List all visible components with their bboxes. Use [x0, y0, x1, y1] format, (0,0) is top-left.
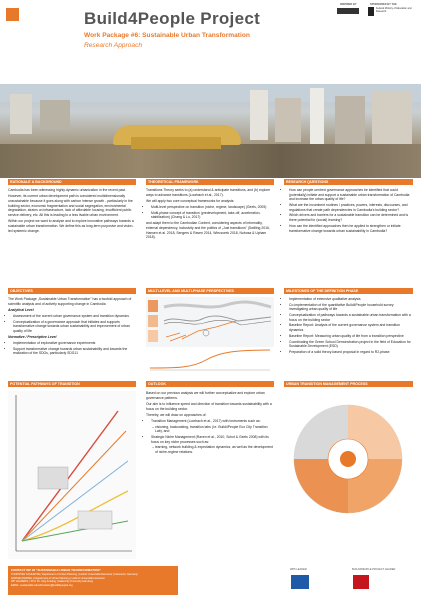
project-logo-icon [6, 8, 19, 21]
theoretical-p2: We will apply two core conceptual frameworks for analysis: [146, 198, 235, 203]
page-title: Build4People Project [84, 9, 261, 28]
outlook-p2: Our aim is to influence speed and direction of transition towards sustainability with a focus on the building sector. [146, 401, 272, 411]
outlook-item: – learning, network building & expectation dynamics, as well as the development of niche-regime relations. [155, 445, 274, 454]
milestone-item: • Baseline Report: Measuring urban quality of life from a transition perspective [289, 334, 413, 339]
research-item: • Which drivers and barriers for a sustainable transition can be determined and is there potential for (social) learning? [289, 213, 413, 222]
sponsor2-name: Federal Ministry of Education and Research [376, 7, 412, 13]
sponsor2-label: SPONSORED BY THE [370, 3, 397, 6]
milestones-body [284, 297, 413, 356]
contact-line: WP LEADERS: | Prof. Dr. Jörg Knieling | HafenCity University Hamburg [11, 580, 94, 584]
sponsor1-logo-icon [337, 8, 359, 14]
outlook-item: – visioning, backcasting, transition labs (i.e. Build4People Eco City Transition Lab), and [155, 425, 274, 434]
photo-building [372, 92, 412, 150]
bmbf-eagle-icon [368, 7, 374, 16]
research-item: • How can people-centred governance approaches be identified that could (potentially) initiate and support a sustainable urban transformation of Cambodia and increase the urban quality of life? [289, 188, 413, 202]
multilevel-level-landscape-marker [148, 300, 158, 312]
pathways-note-box [78, 511, 112, 529]
objectives-body [8, 297, 136, 357]
pathways-legend-box [38, 467, 68, 489]
university-logo-icon [353, 575, 369, 589]
multilevel-level-niche-marker [148, 330, 158, 342]
photo-building [310, 88, 324, 144]
outlook-item: • Strategic Niche Management (Raven et al., 2010, Schot & Geels 2008) with its focus on key niche processes such as: [151, 435, 274, 444]
rationale-p1: Cambodia has been witnessing highly-dynamic urbanization in the recent past. [8, 188, 126, 192]
multiphase-diagram [146, 348, 274, 372]
objectives-item: • Assessment of the current urban governance system and transition dynamics [13, 314, 136, 319]
milestone-item: • Implementation of extensive qualitative analysis [289, 297, 413, 302]
photo-building [335, 96, 365, 146]
hcu-logo-icon [291, 575, 309, 589]
objectives-item: • Support transformative change towards urban sustainability and towards the realization of the SDGs, particularly SDG11 [13, 347, 136, 356]
milestone-item: • Preparation of a solid theory-based proposal in regard to R2-phase [289, 350, 413, 355]
multiphase-s-curve [150, 350, 270, 368]
milestone-item: • Baseline Report: Analysis of the current governance system and transition dynamics [289, 323, 413, 332]
contact-heading: CONTACT WP #6 "SUSTAINABLE URBAN TRANSFORMATION" [11, 568, 101, 572]
management-heading: URBAN TRANSITION MANAGEMENT PROCESS [284, 381, 413, 387]
wp-leader-label: WP6 LEADER [290, 568, 307, 571]
theoretical-body [146, 188, 274, 241]
photo-building [40, 100, 70, 130]
research-item: • How can the identified approaches then be applied to strengthen or initiate transformative change towards urban sustainability in Cambodia? [289, 224, 413, 233]
outlook-p1: Based on our previous analysis we will further conceptualize and explore urban governance patterns. [146, 391, 265, 400]
normative-label: Normative / Prescriptive Level [8, 334, 57, 339]
objectives-item: • Conceptualization of a governance approach that initiates and supports transformative change towards urban sustainability and improvement of urban quality of life [13, 320, 136, 334]
contact-line: SOPHIE KNIPPEL | Department of Urban Planning | Leibniz Universität Hannover [11, 576, 105, 580]
outlook-body [146, 391, 274, 456]
theoretical-heading: THEORETICAL FRAMEWORK [146, 179, 274, 185]
multilevel-level-regime-marker [148, 315, 158, 327]
management-diagram [284, 391, 413, 559]
pathways-heading: POTENTIAL PATHWAYS OF TRANSITION [8, 381, 136, 387]
research-heading: RESEARCH QUESTIONS [284, 179, 413, 185]
sponsor1-label: INSPIRED BY [340, 3, 357, 6]
photo-building [10, 94, 32, 134]
pathways-diagram [8, 391, 136, 559]
multilevel-diagram [146, 297, 274, 347]
theoretical-p3: and adapt them to the Cambodian Context, considering aspects of informality, external dependency, inclusivity and the politics of „Just transitions" (Swilling 2016, Hansen et al. 2018, Sengers & Raven 2014, Wieczorek 2018, Nobosa & Upham 2018). [146, 221, 270, 240]
photo-street [0, 144, 421, 178]
objectives-p1: The Work Package „Sustainable Urban Transformation" has a twofold approach of scientific analysis and of actively supporting change in Cambodia [8, 297, 132, 306]
b4p-leader-label: BUILD4PEOPLE PROJECT LEADER [352, 568, 396, 571]
analytical-label: Analytical Level [8, 307, 34, 312]
photo-market-base [131, 137, 221, 149]
theoretical-item: • Multi-level perspective on transition (niche, regime, landscape) (Geels, 2005) [151, 205, 274, 210]
theoretical-p1: Transitions Theory seeks to (a) understand & anticipate transitions, and (b) explore ways to advance transitions (Loorbach et al., 2017). [146, 188, 271, 197]
outlook-p3: Thereby, we will draw on approaches of: [146, 412, 207, 417]
multilevel-heading: MULTI-LEVEL AND MULTI-PHASE PERSPECTIVES [146, 288, 274, 294]
work-package-title: Work Package #6: Sustainable Urban Transformation [84, 32, 250, 39]
milestone-item: • Conceptualization of pathways towards a sustainable urban transformation with a focus on the building sector [289, 313, 413, 322]
management-core [340, 451, 356, 467]
objectives-heading: OBJECTIVES [8, 288, 136, 294]
research-body [284, 188, 413, 234]
objectives-item: • Implementation of explorative governance experiments [13, 341, 136, 346]
theoretical-item: • Multi-phase concept of transition (predevelopment, take-off, acceleration, stabilization) (Chang & Lu, 2017) [151, 211, 274, 220]
milestone-item: • Coordinating the Green School Demonstration project in the field of Education for Sustainable Development (ESD) [289, 340, 413, 349]
rationale-heading: RATIONALE & BACKGROUND [8, 179, 136, 185]
photo-building [250, 90, 268, 140]
outlook-heading: OUTLOOK [146, 381, 274, 387]
page-subtitle: Research Approach [84, 42, 143, 49]
milestones-heading: MILESTONES OF THE DEFINITION PHASE [284, 288, 413, 294]
photo-building [275, 98, 301, 142]
rationale-body [8, 188, 136, 235]
contact-line: THORSTEN SCHUETZE | Department of Urban Planning | Leibniz Universität Hannover | Hannover, Germany [11, 573, 138, 577]
rationale-p3: Within our project we want to analyse and to explore innovative pathways towards a sustainable urban transformation. We define this as long-term purposive and vision-led systemic change. [8, 219, 134, 233]
milestone-item: • Co-implementation of the quantitative Build4People household survey investigating urban quality of life [289, 303, 413, 312]
contact-line: EMAIL: sustainable-transformation@build4people.org [11, 583, 73, 587]
rationale-p2: However, its current urban development path is considered multidimensionally unsustainable because it goes along with carbon intense growth - particularly in the building sector, economic fragmentation and social segregation, environmental degradation, strains on infrastructure, lack of affordable housing, insufficient public service delivery, etc. All this is leading to a less livable urban environment. [8, 194, 133, 217]
outlook-item: • Transition Management (Loorbach et al., 2017) with instruments such as: [151, 419, 274, 424]
research-item: • What are the incumbent routines / practices, powers, interests, discourses, and regulations that create path dependencies in Cambodia's building sector? [289, 203, 413, 212]
contact-box [8, 566, 178, 595]
